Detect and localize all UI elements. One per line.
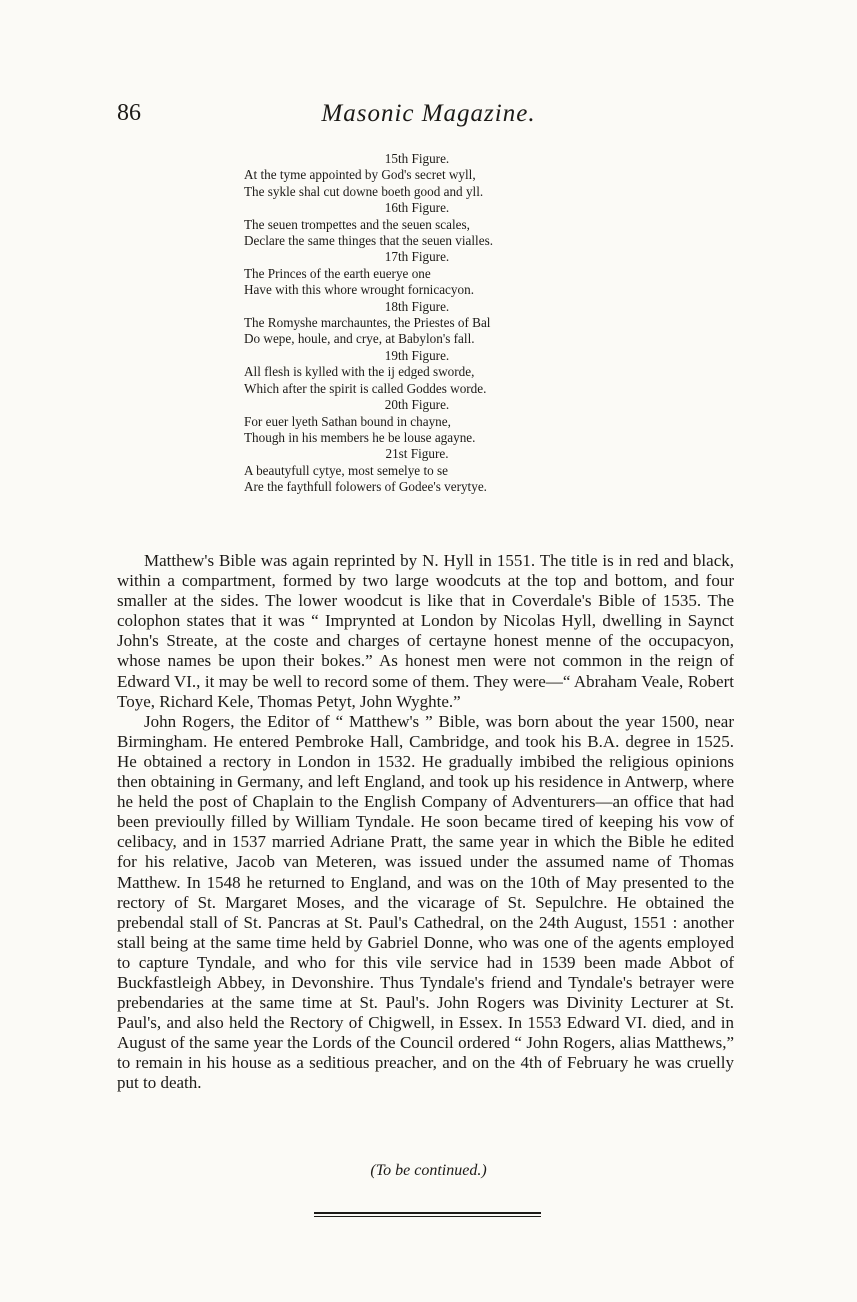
figure-heading: 20th Figure. — [384, 397, 450, 413]
figure-heading: 19th Figure. — [384, 347, 450, 363]
verse-line: All flesh is kylled with the ij edged sworde, — [244, 364, 475, 380]
figure-heading: 17th Figure. — [384, 249, 450, 265]
figure-heading: 21st Figure. — [385, 446, 449, 462]
verse-line: The seuen trompettes and the seuen scales, — [244, 216, 470, 232]
verse-line: Are the faythfull folowers of Godee's verytye. — [244, 479, 487, 495]
figure-heading: 18th Figure. — [384, 298, 450, 314]
continued-note: (To be continued.) — [370, 1162, 487, 1179]
poem-stanza — [244, 200, 574, 249]
verse-line: For euer lyeth Sathan bound in chayne, — [244, 413, 451, 429]
verse-line: Declare the same thinges that the seuen vialles. — [244, 233, 494, 249]
verse-line: The Romyshe marchauntes, the Priestes of Bal — [244, 315, 491, 331]
poem-stanza — [244, 348, 574, 397]
poem — [244, 151, 574, 496]
verse-line: Have with this whore wrought fornicacyon. — [244, 282, 474, 298]
verse-line: Do wepe, houle, and crye, at Babylon's fall. — [244, 331, 475, 347]
verse-line: The sykle shal cut downe boeth good and yll. — [244, 183, 484, 199]
article-body — [117, 551, 734, 1094]
page-number: 86 — [117, 100, 141, 126]
figure-heading: 16th Figure. — [384, 200, 450, 216]
figure-heading: 15th Figure. — [384, 151, 450, 166]
verse-line: At the tyme appointed by God's secret wyll, — [244, 167, 476, 183]
poem-stanza — [244, 397, 574, 446]
poem-stanza — [244, 151, 574, 200]
verse-line: The Princes of the earth euerye one — [244, 265, 431, 281]
verse-line: A beautyfull cytye, most semelye to se — [244, 462, 448, 478]
closing-rule — [314, 1212, 541, 1217]
verse-line: Though in his members he be louse agayne. — [244, 429, 476, 445]
paragraph: John Rogers, the Editor of “ Matthew's ” Bible, was born about the year 1500, near Birmingham. He entered Pembroke Hall, Cambridge, and took his B.A. degree in 1525. He obtained a rectory in London in 1532. He gradually imbibed the religious opinions then obtaining in Germany, and left England, and took up his residence in Antwerp, where he held the post of Chaplain to the English Company of Adventurers—an office that had been previoully filled by William Tyndale. He soon became tired of keeping his vow of celibacy, and in 1537 married Adriane Pratt, the same year in which the Bible he edited for his relative, Jacob van Meteren, was issued under the assumed name of Thomas Matthew. In 1548 he returned to England, and was on the 10th of May presented to the rectory of St. Margaret Moses, and the vicarage of St. Sepulchre. He obtained the prebendal stall of St. Pancras at St. Paul's Cathedral, on the 24th August, 1551 : another stall being at the same time held by Gabriel Donne, who was one of the agents employed to capture Tyndale, and who for this vile service had in 1539 been made Abbot of Buckfastleigh Abbey, in Devonshire. Thus Tyndale's friend and Tyndale's betrayer were prebendaries at the same time at St. Paul's. John Rogers was Divinity Lecturer at St. Paul's, and also held the Rectory of Chigwell, in Essex. In 1553 Edward VI. died, and in August of the same year the Lords of the Council ordered “ John Rogers, alias Matthews,” to remain in his house as a seditious preacher, and on the 4th of February he was cruelly put to death. — [117, 711, 734, 1093]
poem-stanza — [244, 299, 574, 348]
paragraph: Matthew's Bible was again reprinted by N. Hyll in 1551. The title is in red and black, within a compartment, formed by two large woodcuts at the top and bottom, and four smaller at the sides. The lower woodcut is like that in Coverdale's Bible of 1535. The colophon states that it was “ Imprynted at London by Nicolas Hyll, dwelling in Saynct John's Streate, at the coste and charges of certayne honest menne of the occupacyon, whose names be upon their bokes.” As honest men were not common in the reign of Edward VI., it may be well to record some of them. They were—“ Abraham Veale, Robert Toye, Richard Kele, Thomas Petyt, John Wyghte.” — [117, 551, 734, 711]
poem-stanza — [244, 446, 574, 495]
running-title: Masonic Magazine. — [321, 100, 536, 127]
poem-stanza — [244, 249, 574, 298]
verse-line: Which after the spirit is called Goddes worde. — [244, 380, 487, 396]
